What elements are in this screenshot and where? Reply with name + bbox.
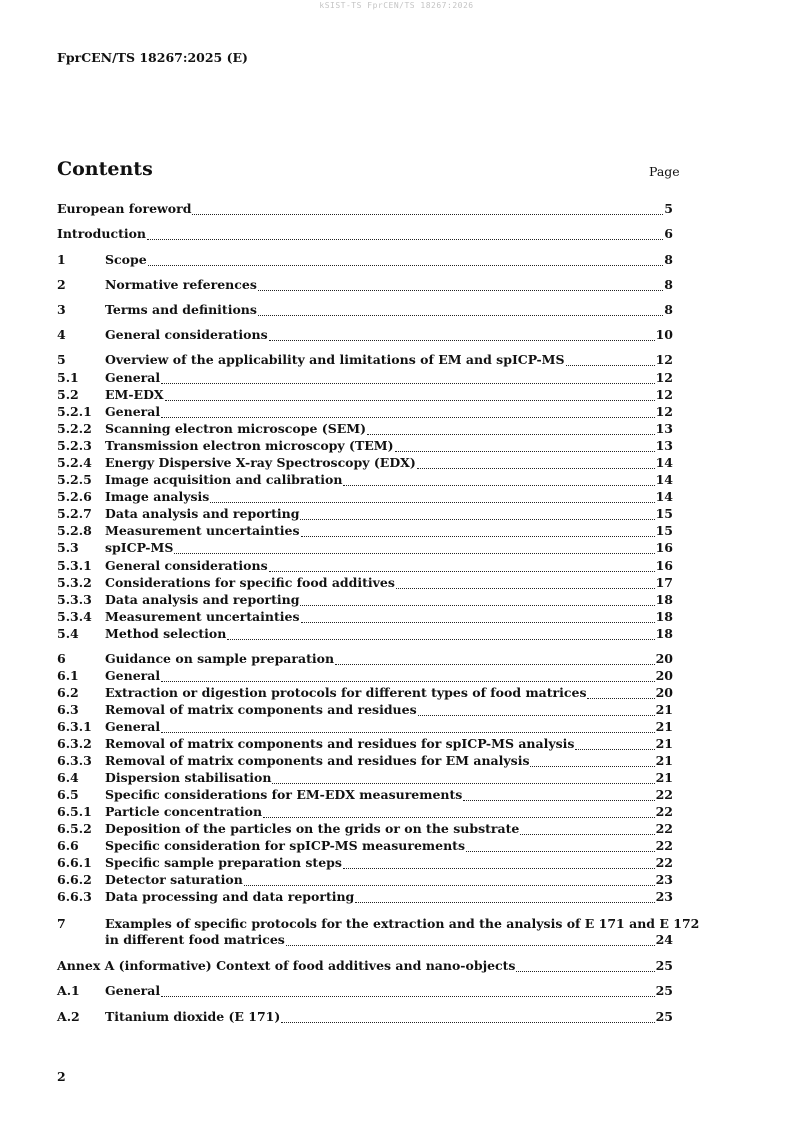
dot-leader — [263, 803, 655, 818]
toc-entry-page: 8 — [664, 252, 673, 267]
toc-entry-title: Annex A (informative) Context of food additives and nano-objects — [57, 958, 516, 973]
toc-entry-number: 6.3 — [57, 702, 79, 717]
toc-entry-number: 5.3 — [57, 540, 79, 555]
toc-entry-number: A.2 — [57, 1009, 80, 1024]
toc-entry-title: Detector saturation — [105, 872, 243, 887]
dot-leader — [335, 650, 655, 665]
toc-entry-number: 5 — [57, 352, 66, 367]
toc-entry-title: European foreword — [57, 201, 192, 216]
dot-leader — [210, 488, 654, 503]
dot-leader — [300, 505, 654, 520]
toc-entry-title: Measurement uncertainties — [105, 523, 300, 538]
toc-entry-title: Measurement uncertainties — [105, 609, 300, 624]
toc-entry-page: 8 — [664, 277, 673, 292]
toc-entry-title: Data analysis and reporting — [105, 506, 300, 521]
watermark: kSIST-TS FprCEN/TS 18267:2026 — [319, 1, 474, 10]
toc-entry-title: Dispersion stabilisation — [105, 770, 272, 785]
toc-entry-title: Removal of matrix components and residues for spICP-MS analysis — [105, 736, 575, 751]
toc-entry[interactable] — [57, 626, 673, 642]
toc-entry-number: 6.6.3 — [57, 889, 92, 904]
toc-entry-page: 14 — [655, 489, 673, 504]
toc-entry-page: 8 — [664, 302, 673, 317]
toc-entry[interactable] — [57, 575, 673, 591]
toc-entry[interactable] — [57, 889, 673, 905]
dot-leader — [301, 522, 655, 537]
toc-entry-page: 16 — [655, 540, 673, 555]
toc-entry-page: 6 — [664, 226, 673, 241]
toc-entry-page: 12 — [655, 370, 673, 385]
toc-entry-title: General considerations — [105, 327, 268, 342]
toc-entry[interactable] — [57, 916, 700, 932]
dot-leader — [301, 608, 655, 623]
toc-entry[interactable] — [57, 753, 673, 769]
toc-entry-number: 5.2.6 — [57, 489, 92, 504]
toc-entry[interactable] — [57, 983, 673, 999]
toc-entry-title: Method selection — [105, 626, 227, 641]
toc-entry-number: 4 — [57, 327, 66, 342]
toc-entry-title: Scope — [105, 252, 147, 267]
toc-entry-page: 17 — [655, 575, 673, 590]
toc-entry-page: 21 — [655, 736, 673, 751]
toc-entry[interactable] — [57, 804, 673, 820]
toc-entry[interactable] — [57, 958, 673, 974]
toc-entry[interactable] — [57, 455, 673, 471]
toc-entry-number: 5.2.5 — [57, 472, 92, 487]
dot-leader — [165, 386, 655, 401]
toc-entry-page: 20 — [655, 668, 673, 683]
toc-entry-title: Scanning electron microscope (SEM) — [105, 421, 367, 436]
toc-entry-title: General — [105, 668, 161, 683]
dot-leader — [466, 837, 655, 852]
dot-leader — [463, 786, 654, 801]
toc-entry-page: 5 — [664, 201, 673, 216]
toc-entry-page: 22 — [655, 821, 673, 836]
toc-entry-title: General considerations — [105, 558, 268, 573]
toc-entry-title: Specific consideration for spICP-MS measurements — [105, 838, 465, 853]
toc-entry-title: Deposition of the particles on the grids or on the substrate — [105, 821, 520, 836]
toc-entry-number: 5.3.3 — [57, 592, 92, 607]
dot-leader — [161, 667, 654, 682]
toc-entry-title: Terms and definitions — [105, 302, 257, 317]
toc-entry-page: 22 — [655, 787, 673, 802]
toc-entry[interactable] — [57, 1009, 673, 1025]
toc-entry-number: 5.3.1 — [57, 558, 92, 573]
toc-entry-page: 15 — [655, 506, 673, 521]
toc-entry-title: Specific considerations for EM-EDX measurements — [105, 787, 463, 802]
toc-entry[interactable] — [57, 821, 673, 837]
toc-entry-page: 21 — [655, 770, 673, 785]
toc-entry-title: spICP-MS — [105, 540, 174, 555]
toc-entry-page: 12 — [655, 352, 673, 367]
toc-entry-page: 14 — [655, 455, 673, 470]
toc-entry[interactable] — [57, 558, 673, 574]
toc-entry[interactable] — [57, 387, 673, 403]
toc-entry-number: 6.5.2 — [57, 821, 92, 836]
toc-entry-number: 6.3.3 — [57, 753, 92, 768]
toc-entry[interactable] — [57, 472, 673, 488]
toc-entry[interactable] — [57, 651, 673, 667]
toc-entry-title: Extraction or digestion protocols for different types of food matrices — [105, 685, 587, 700]
toc-entry-page: 21 — [655, 702, 673, 717]
toc-entry-number: 6.3.2 — [57, 736, 92, 751]
toc-entry-title: Considerations for specific food additives — [105, 575, 395, 590]
toc-entry-page: 25 — [655, 958, 673, 973]
dot-leader — [587, 684, 654, 699]
dot-leader — [396, 574, 655, 589]
toc-entry-title: General — [105, 404, 161, 419]
dot-leader — [418, 701, 655, 716]
toc-entry-page: 20 — [655, 685, 673, 700]
toc-entry-number: A.1 — [57, 983, 80, 998]
dot-leader — [148, 251, 664, 266]
toc-entry[interactable] — [57, 838, 673, 854]
toc-entry-number: 5.1 — [57, 370, 79, 385]
toc-entry-number: 6.5 — [57, 787, 79, 802]
toc-entry[interactable] — [57, 352, 673, 368]
toc-entry-page: 12 — [655, 404, 673, 419]
toc-entry[interactable] — [57, 302, 673, 318]
toc-entry-title: Specific sample preparation steps — [105, 855, 342, 870]
toc-entry-continuation[interactable] — [57, 932, 673, 948]
dot-leader — [161, 718, 654, 733]
toc-entry-title: EM-EDX — [105, 387, 164, 402]
toc-entry-number: 6.5.1 — [57, 804, 92, 819]
toc-entry-number: 6.6.1 — [57, 855, 92, 870]
toc-entry-title: Examples of specific protocols for the extraction and the analysis of E 171 and E 172 — [105, 916, 700, 931]
toc-entry-number: 3 — [57, 302, 66, 317]
toc-entry-number: 1 — [57, 252, 66, 267]
contents-title: Contents — [57, 158, 153, 180]
dot-leader — [417, 454, 655, 469]
toc-entry-page: 21 — [655, 719, 673, 734]
toc-entry-page: 23 — [655, 872, 673, 887]
toc-entry[interactable] — [57, 277, 673, 293]
toc-entry-page: 13 — [655, 438, 673, 453]
toc-entry-page: 18 — [655, 592, 673, 607]
dot-leader — [530, 752, 654, 767]
toc-entry-page: 18 — [655, 609, 673, 624]
dot-leader — [520, 820, 654, 835]
toc-entry-page: 25 — [655, 1009, 673, 1024]
toc-entry-page: 16 — [655, 558, 673, 573]
toc-entry[interactable] — [57, 404, 673, 420]
dot-leader — [227, 625, 654, 640]
toc-entry[interactable] — [57, 506, 673, 522]
toc-entry-title: Titanium dioxide (E 171) — [105, 1009, 281, 1024]
toc-entry-number: 5.3.4 — [57, 609, 92, 624]
toc-entry-title: Energy Dispersive X-ray Spectroscopy (EDX) — [105, 455, 416, 470]
dot-leader — [516, 957, 654, 972]
toc-entry-number: 5.2.1 — [57, 404, 92, 419]
toc-entry-number: 5.2.8 — [57, 523, 92, 538]
dot-leader — [258, 276, 663, 291]
toc-entry-number: 2 — [57, 277, 66, 292]
toc-entry[interactable] — [57, 327, 673, 343]
toc-entry-title: Data analysis and reporting — [105, 592, 300, 607]
toc-entry-title: Overview of the applicability and limitations of EM and spICP-MS — [105, 352, 565, 367]
toc-entry-number: 5.2.7 — [57, 506, 92, 521]
toc-entry-title: Data processing and data reporting — [105, 889, 355, 904]
toc-entry-number: 6.3.1 — [57, 719, 92, 734]
toc-entry-number: 5.2.3 — [57, 438, 92, 453]
toc-entry-page: 12 — [655, 387, 673, 402]
toc-entry-title: Image acquisition and calibration — [105, 472, 343, 487]
toc-entry[interactable] — [57, 702, 673, 718]
toc-entry-number: 6 — [57, 651, 66, 666]
toc-entry-page: 22 — [655, 804, 673, 819]
toc-entry-page: 18 — [655, 626, 673, 641]
toc-entry[interactable] — [57, 685, 673, 701]
dot-leader — [343, 854, 655, 869]
toc-entry-title: Introduction — [57, 226, 147, 241]
toc-entry[interactable] — [57, 609, 673, 625]
toc-entry-page: 22 — [655, 855, 673, 870]
dot-leader — [300, 591, 654, 606]
toc-entry[interactable] — [57, 855, 673, 871]
toc-entry[interactable] — [57, 438, 673, 454]
dot-leader — [192, 200, 663, 215]
dot-leader — [272, 769, 654, 784]
toc-entry-number: 5.3.2 — [57, 575, 92, 590]
dot-leader — [367, 420, 655, 435]
toc-entry[interactable] — [57, 201, 673, 217]
toc-entry[interactable] — [57, 489, 673, 505]
page-column-label: Page — [649, 164, 680, 179]
toc-entry[interactable] — [57, 736, 673, 752]
toc-entry-number: 5.2.2 — [57, 421, 92, 436]
toc-entry-number: 5.2 — [57, 387, 79, 402]
dot-leader — [343, 471, 654, 486]
dot-leader — [258, 301, 663, 316]
toc-entry[interactable] — [57, 370, 673, 386]
toc-entry[interactable] — [57, 592, 673, 608]
dot-leader — [174, 539, 654, 554]
toc-entry[interactable] — [57, 252, 673, 268]
dot-leader — [566, 351, 655, 366]
toc-entry[interactable] — [57, 540, 673, 556]
toc-entry-page: 20 — [655, 651, 673, 666]
dot-leader — [269, 326, 655, 341]
toc-entry[interactable] — [57, 872, 673, 888]
toc-entry[interactable] — [57, 421, 673, 437]
dot-leader — [244, 871, 655, 886]
toc-entry[interactable] — [57, 787, 673, 803]
toc-entry-number: 5.4 — [57, 626, 79, 641]
toc-entry-title: Normative references — [105, 277, 257, 292]
toc-entry-page: 24 — [655, 932, 673, 947]
toc-entry-number: 6.2 — [57, 685, 79, 700]
document-id: FprCEN/TS 18267:2025 (E) — [57, 50, 248, 65]
toc-entry-page: 14 — [655, 472, 673, 487]
dot-leader — [575, 735, 654, 750]
toc-entry-page: 13 — [655, 421, 673, 436]
dot-leader — [355, 888, 654, 903]
toc-entry[interactable] — [57, 226, 673, 242]
toc-entry-title: General — [105, 370, 161, 385]
toc-entry-number: 6.1 — [57, 668, 79, 683]
toc-entry-number: 6.6 — [57, 838, 79, 853]
dot-leader — [161, 403, 654, 418]
toc-entry-title: Removal of matrix components and residues — [105, 702, 417, 717]
toc-entry-title: Removal of matrix components and residues for EM analysis — [105, 753, 530, 768]
toc-entry-page: 21 — [655, 753, 673, 768]
toc-entry-page: 15 — [655, 523, 673, 538]
dot-leader — [395, 437, 655, 452]
dot-leader — [161, 982, 654, 997]
toc-entry[interactable] — [57, 770, 673, 786]
toc-entry[interactable] — [57, 523, 673, 539]
toc-entry-page: 25 — [655, 983, 673, 998]
toc-entry-title: Particle concentration — [105, 804, 263, 819]
toc-entry-number: 7 — [57, 916, 66, 931]
dot-leader — [286, 931, 655, 946]
toc-entry-page: 22 — [655, 838, 673, 853]
dot-leader — [147, 225, 663, 240]
toc-entry-page: 10 — [655, 327, 673, 342]
toc-entry-number: 5.2.4 — [57, 455, 92, 470]
dot-leader — [269, 557, 655, 572]
toc-entry-title: General — [105, 983, 161, 998]
dot-leader — [281, 1008, 654, 1023]
toc-entry-title: in different food matrices — [105, 932, 285, 947]
footer-page-number: 2 — [57, 1069, 66, 1084]
toc-entry-title: Transmission electron microscopy (TEM) — [105, 438, 394, 453]
toc-entry-page: 23 — [655, 889, 673, 904]
toc-entry-number: 6.4 — [57, 770, 79, 785]
toc-entry[interactable] — [57, 668, 673, 684]
toc-entry-title: Image analysis — [105, 489, 210, 504]
toc-entry-title: General — [105, 719, 161, 734]
toc-entry[interactable] — [57, 719, 673, 735]
toc-entry-number: 6.6.2 — [57, 872, 92, 887]
dot-leader — [161, 369, 654, 384]
toc-entry-title: Guidance on sample preparation — [105, 651, 335, 666]
